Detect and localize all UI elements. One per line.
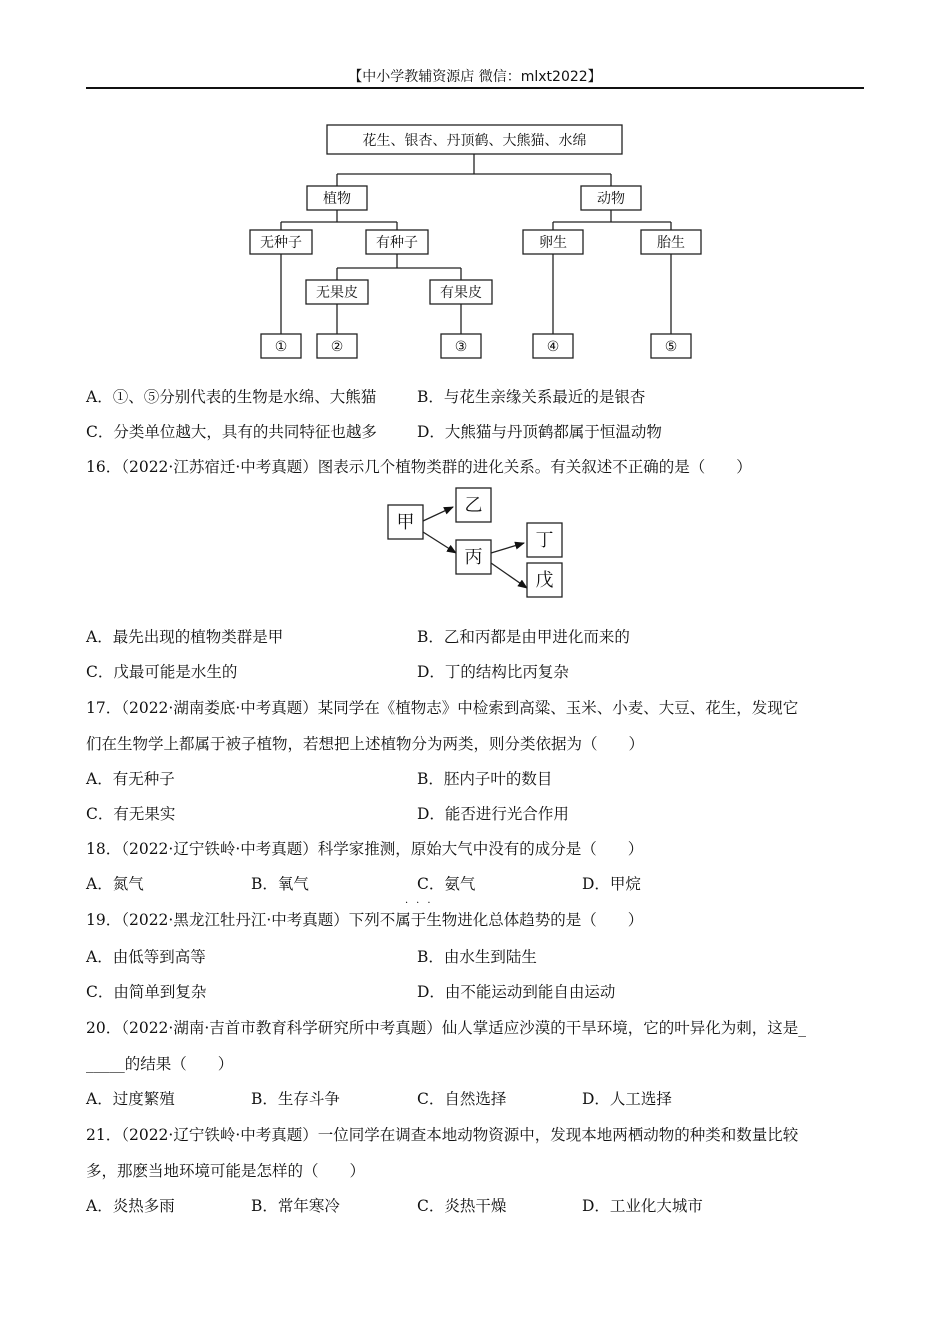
q19-option-d: D．由不能运动到能自由运动 [417,983,616,1001]
q19-option-c: C．由简单到复杂 [86,983,207,1001]
q17-stem-line-2: 们在生物学上都属于被子植物，若想把上述植物分为两类，则分类依据为（ ） [86,735,645,753]
tree-viviparous-label: 胎生 [657,235,685,251]
q20-option-d: D．人工选择 [582,1090,672,1108]
evolution-node-ding: 丁 [535,530,554,551]
tree-leaf-1-label: ① [274,339,288,355]
q19-option-b: B．由水生到陆生 [417,948,537,966]
q15-option-d: D．大熊猫与丹顶鹤都属于恒温动物 [417,423,662,441]
tree-oviparous-label: 卵生 [539,235,567,251]
q21-option-d: D．工业化大城市 [582,1197,703,1215]
q21-option-a: A．炎热多雨 [86,1197,175,1215]
q17-option-b: B．胚内子叶的数目 [417,770,553,788]
evolution-node-bing: 丙 [464,547,483,568]
q21-stem-line-2: 多，那麽当地环境可能是怎样的（ ） [86,1162,366,1180]
tree-root-label: 花生、银杏、丹顶鹤、大熊猫、水绵 [362,133,587,149]
q18-option-b: B．氧气 [251,875,309,893]
q19-stem: 19．（2022·黑龙江牡丹江·中考真题）下列不属于生物进化总体趋势的是（ ） [86,911,644,929]
tree-leaf-2-label: ② [330,339,344,355]
q18-option-a: A．氮气 [86,875,144,893]
q17-option-a: A．有无种子 [86,770,175,788]
q18-option-d: D．甲烷 [582,875,641,893]
q16-stem: 16．（2022·江苏宿迁·中考真题）图表示几个植物类群的进化关系。有关叙述不正确的是（ ） [86,458,752,476]
q20-option-a: A．过度繁殖 [86,1090,175,1108]
q17-option-d: D．能否进行光合作用 [417,805,569,823]
tree-has-seed-label: 有种子 [376,235,418,251]
q15-option-a: A．①、⑤分别代表的生物是水绵、大熊猫 [86,388,377,406]
q20-stem-line-2: _____的结果（ ） [86,1055,234,1073]
tree-leaf-4-label: ④ [546,339,560,355]
evolution-node-wu: 戊 [535,570,554,591]
q17-stem-line-1: 17．（2022·湖南娄底·中考真题）某同学在《植物志》中检索到高粱、玉米、小麦、大豆、花生，发现它 [86,699,799,717]
q20-option-b: B．生存斗争 [251,1090,340,1108]
tree-has-pericarp-label: 有果皮 [440,285,482,301]
plant-evolution-diagram [0,0,950,620]
q19-emphasis-dots: ··· [405,898,439,909]
q20-stem-line-1: 20．（2022·湖南·吉首市教育科学研究所中考真题）仙人掌适应沙漠的干旱环境，它的叶异化为刺，这是_ [86,1019,807,1037]
tree-no-pericarp-label: 无果皮 [316,285,358,301]
tree-no-seed-label: 无种子 [260,235,302,251]
q18-option-c: C．氨气 [417,875,476,893]
q21-option-c: C．炎热干燥 [417,1197,507,1215]
q17-option-c: C．有无果实 [86,805,176,823]
q21-option-b: B．常年寒冷 [251,1197,340,1215]
q19-option-a: A．由低等到高等 [86,948,206,966]
q20-option-c: C．自然选择 [417,1090,507,1108]
evolution-node-yi: 乙 [464,495,483,516]
q16-option-a: A．最先出现的植物类群是甲 [86,628,284,646]
q16-option-c: C．戊最可能是水生的 [86,663,238,681]
q16-option-d: D．丁的结构比丙复杂 [417,663,569,681]
tree-animals-label: 动物 [597,191,625,207]
q18-stem: 18．（2022·辽宁铁岭·中考真题）科学家推测，原始大气中没有的成分是（ ） [86,840,644,858]
q15-option-c: C．分类单位越大，具有的共同特征也越多 [86,423,377,441]
page-header: 【中小学教辅资源店 微信：mlxt2022】 [348,69,602,85]
evolution-node-jia: 甲 [396,512,415,533]
q16-option-b: B．乙和丙都是由甲进化而来的 [417,628,630,646]
q21-stem-line-1: 21．（2022·辽宁铁岭·中考真题）一位同学在调查本地动物资源中，发现本地两栖动物的种类和数量比较 [86,1126,799,1144]
q15-option-b: B．与花生亲缘关系最近的是银杏 [417,388,646,406]
tree-plants-label: 植物 [323,191,351,207]
tree-leaf-5-label: ⑤ [664,339,678,355]
tree-leaf-3-label: ③ [454,339,468,355]
